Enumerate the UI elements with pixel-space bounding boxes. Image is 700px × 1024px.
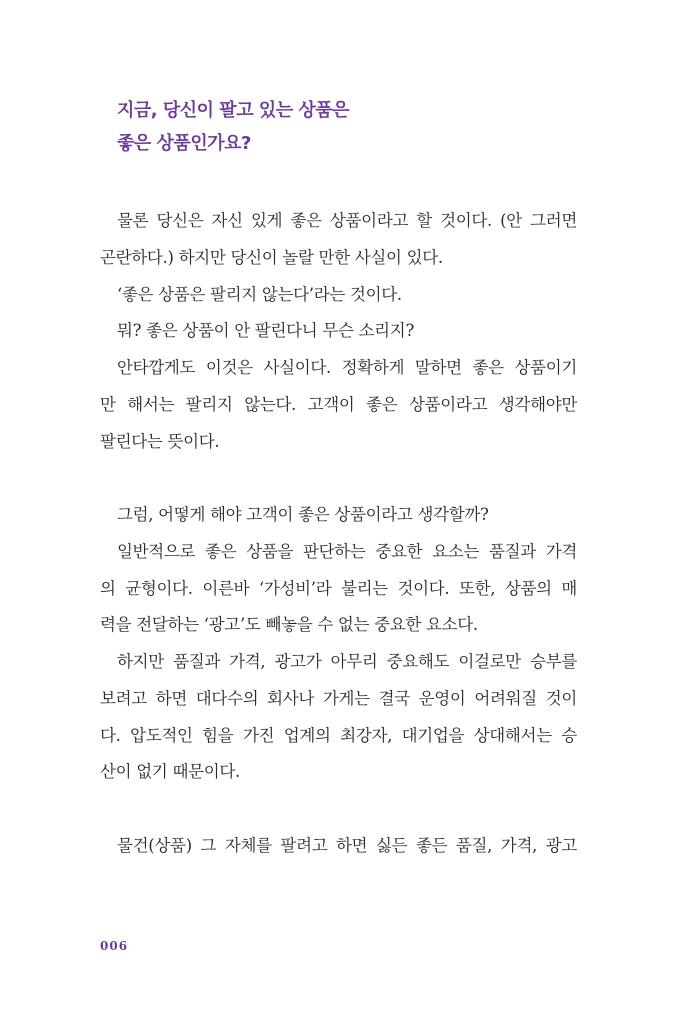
heading-line-1: 지금, 당신이 팔고 있는 상품은 <box>117 100 350 121</box>
text-line: 하지만 품질과 가격, 광고가 아무리 중요해도 이걸로만 승부를 <box>117 652 577 671</box>
text-line: ‘좋은 상품은 팔리지 않는다’라는 것이다. <box>117 284 402 304</box>
text-line: 력을 전달하는 ‘광고’도 빼놓을 수 없는 중요한 요소다. <box>100 615 478 635</box>
text-line: 물론 당신은 자신 있게 좋은 상품이라고 할 것이다. (안 그러면 <box>117 211 577 230</box>
text-line: 보려고 하면 대다수의 회사나 가게는 결국 운영이 어려워질 것이 <box>100 688 577 708</box>
text-line: 물건(상품) 그 자체를 팔려고 하면 싫든 좋든 품질, 가격, 광고 <box>117 835 577 855</box>
text-line: 의 균형이다. 이른바 ‘가성비’라 불리는 것이다. 또한, 상품의 매 <box>100 578 577 598</box>
text-line: 산이 없기 때문이다. <box>100 762 240 782</box>
text-line: 팔린다는 뜻이다. <box>100 431 220 451</box>
heading-line-2: 좋은 상품인가요? <box>117 133 251 154</box>
text-line: 안타깝게도 이것은 사실이다. 정확하게 말하면 좋은 상품이기 <box>117 358 577 377</box>
page-number: 006 <box>100 939 129 953</box>
text-line: 뭐? 좋은 상품이 안 팔린다니 무슨 소리지? <box>117 321 414 341</box>
text-line: 곤란하다.) 하지만 당신이 놀랄 만한 사실이 있다. <box>100 247 443 267</box>
paragraph-gap <box>100 791 577 828</box>
section-heading <box>117 94 349 160</box>
paragraph-gap <box>100 460 577 497</box>
body-text <box>100 203 577 865</box>
text-line: 다. 압도적인 힘을 가진 업계의 최강자, 대기업을 상대해서는 승 <box>100 725 577 745</box>
text-line: 만 해서는 팔리지 않는다. 고객이 좋은 상품이라고 생각해야만 <box>100 394 577 414</box>
text-line: 그럼, 어떻게 해야 고객이 좋은 상품이라고 생각할까? <box>117 505 489 524</box>
text-line: 일반적으로 좋은 상품을 판단하는 중요한 요소는 품질과 가격 <box>117 541 577 561</box>
